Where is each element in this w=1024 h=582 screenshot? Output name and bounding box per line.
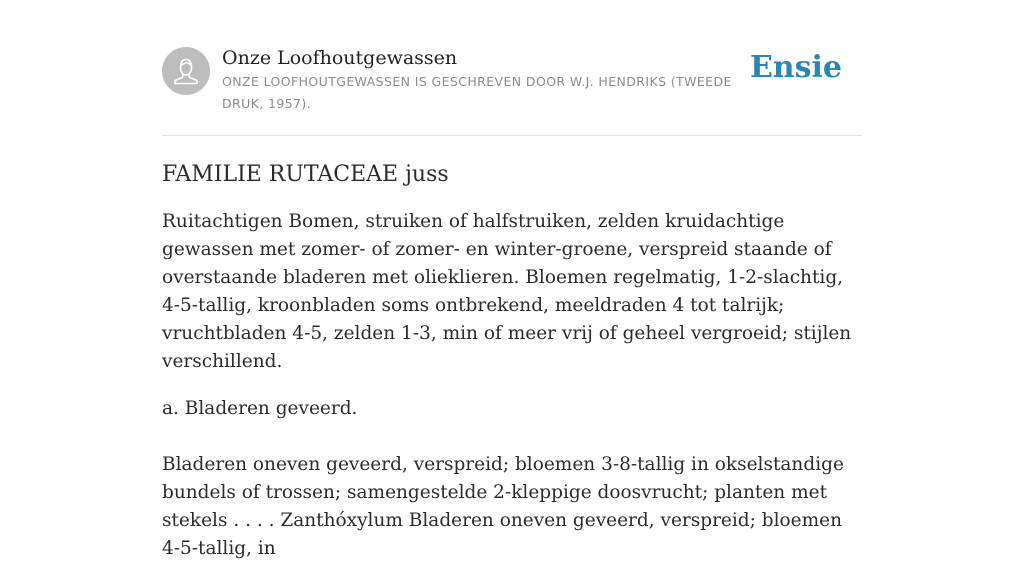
- article-paragraph: Bladeren oneven geveerd, verspreid; bloemen 3-8-tallig in okselstandige bundels of trossen; samengestelde 2-kleppige doosvrucht; planten met stekels . . . . Zanthóxylum Bladeren oneven geveerd, verspreid; bloemen 4-5-tallig, in: [162, 454, 844, 559]
- user-avatar-icon[interactable]: [162, 47, 210, 95]
- article-body: [162, 158, 862, 582]
- book-info: [222, 46, 762, 115]
- article-title: FAMILIE RUTACEAE juss: [162, 162, 449, 187]
- article-paragraph: a. Bladeren geveerd.: [162, 398, 358, 419]
- book-subtitle: ONZE LOOFHOUTGEWASSEN IS GESCHREVEN DOOR W.J. HENDRIKS (TWEEDE DRUK, 1957).: [222, 74, 732, 111]
- book-header: [162, 46, 862, 136]
- ensie-logo[interactable]: Ensie: [749, 50, 842, 85]
- person-outline-icon: [162, 47, 210, 95]
- header-divider: [162, 135, 862, 136]
- article-paragraph: Ruitachtigen Bomen, struiken of halfstruiken, zelden kruidachtige gewassen met zomer- of zomer- en winter-groene, verspreid staande of overstaande bladeren met olieklieren. Bloemen regelmatig, 1-2-slachtig, 4-5-tallig, kroonbladen soms ontbrekend, meeldraden 4 tot talrijk; vruchtbladen 4-5, zelden 1-3, min of meer vrij of geheel vergroeid; stijlen verschillend.: [162, 211, 852, 372]
- book-title[interactable]: Onze Loofhoutgewassen: [222, 47, 458, 69]
